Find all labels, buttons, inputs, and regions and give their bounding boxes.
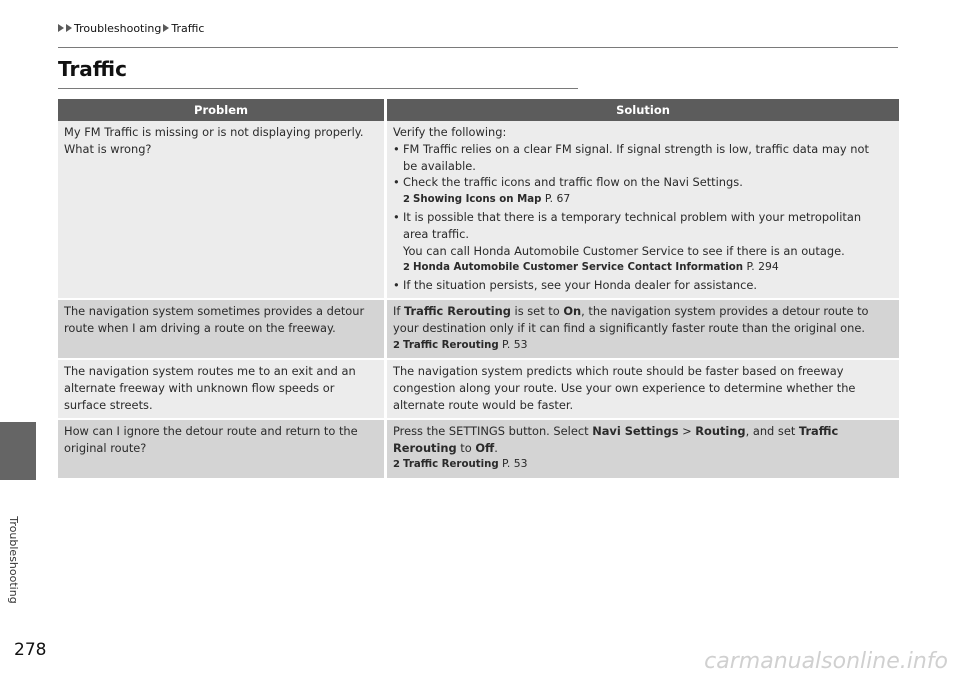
solution-text-part: to bbox=[456, 440, 476, 455]
reference-label: Showing Icons on Map bbox=[413, 194, 542, 206]
problem-text: The navigation system routes me to an exit and an bbox=[64, 364, 356, 379]
solution-cell bbox=[387, 298, 899, 358]
cross-reference-link[interactable] bbox=[393, 191, 893, 209]
reference-page: P. 53 bbox=[498, 457, 528, 471]
solution-text-part: If bbox=[393, 303, 404, 318]
solution-text bbox=[393, 303, 893, 320]
breadcrumb-arrow-icon bbox=[58, 24, 64, 32]
problem-text: My FM Traffic is missing or is not displaying properly. bbox=[64, 125, 364, 139]
section-tab bbox=[0, 422, 36, 480]
breadcrumb-separator-icon bbox=[163, 24, 169, 32]
reference-arrow-icon: 2 bbox=[393, 339, 400, 351]
bullet-continuation: area traffic. bbox=[403, 226, 470, 241]
reference-page: P. 53 bbox=[498, 337, 528, 351]
bullet-continuation: be available. bbox=[403, 158, 476, 173]
bullet-item: • Check the traffic icons and traffic flow on the Navi Settings. bbox=[393, 174, 893, 191]
bullet-continuation: You can call Honda Automobile Customer Service to see if there is an outage. bbox=[403, 243, 845, 258]
solution-text: your destination only if it can find a significantly faster route than the original one. bbox=[393, 320, 865, 335]
troubleshooting-table bbox=[58, 99, 899, 478]
reference-arrow-icon: 2 bbox=[403, 194, 410, 206]
breadcrumb-arrow-icon bbox=[66, 24, 72, 32]
solution-text bbox=[393, 440, 893, 457]
solution-text: The navigation system predicts which route should be faster based on freeway bbox=[393, 364, 844, 379]
reference-arrow-icon: 2 bbox=[403, 262, 410, 274]
solution-text: alternate route would be faster. bbox=[393, 397, 574, 412]
reference-label: Traffic Rerouting bbox=[403, 459, 499, 471]
menu-item-routing: Routing bbox=[695, 423, 746, 438]
reference-page: P. 294 bbox=[743, 260, 779, 274]
setting-name: Traffic Rerouting bbox=[404, 303, 511, 318]
solution-text: Verify the following: bbox=[393, 125, 507, 139]
breadcrumb bbox=[58, 22, 204, 35]
reference-label: Traffic Rerouting bbox=[403, 339, 499, 351]
problem-text: alternate freeway with unknown flow speeds or bbox=[64, 381, 335, 396]
breadcrumb-item-traffic[interactable]: Traffic bbox=[171, 22, 205, 35]
header-problem: Problem bbox=[58, 99, 387, 121]
problem-text: The navigation system sometimes provides a detour bbox=[64, 303, 365, 318]
cross-reference-link[interactable] bbox=[393, 456, 893, 474]
table-header-row bbox=[58, 99, 899, 121]
setting-value: Off bbox=[475, 440, 495, 455]
solution-text bbox=[393, 423, 893, 440]
solution-cell bbox=[387, 418, 899, 478]
watermark: carmanualsonline.info bbox=[704, 649, 948, 674]
breadcrumb-item-troubleshooting[interactable]: Troubleshooting bbox=[74, 22, 162, 35]
reference-label: Honda Automobile Customer Service Contact Information bbox=[413, 262, 744, 274]
problem-text: What is wrong? bbox=[64, 141, 152, 156]
solution-cell bbox=[387, 358, 899, 417]
problem-text: original route? bbox=[64, 440, 147, 455]
page-number: 278 bbox=[14, 640, 47, 660]
setting-name: Traffic bbox=[798, 423, 839, 438]
solution-text-part: is set to bbox=[510, 303, 564, 318]
solution-text-part: , and set bbox=[745, 423, 799, 438]
bullet-item: • It is possible that there is a temporary technical problem with your metropolitan bbox=[393, 209, 893, 226]
table-row bbox=[58, 358, 899, 417]
solution-text-part: > bbox=[678, 423, 696, 438]
solution-cell bbox=[387, 121, 899, 298]
solution-text: congestion along your route. Use your own experience to determine whether the bbox=[393, 381, 856, 396]
solution-text-part: . bbox=[494, 440, 498, 455]
setting-value: On bbox=[563, 303, 582, 318]
problem-cell bbox=[58, 418, 387, 478]
table-row bbox=[58, 298, 899, 358]
solution-text-part: Press the SETTINGS button. Select bbox=[393, 423, 593, 438]
section-side-label: Troubleshooting bbox=[7, 516, 20, 604]
bullet-item: • FM Traffic relies on a clear FM signal. If signal strength is low, traffic data may not bbox=[393, 141, 893, 158]
cross-reference-link[interactable] bbox=[393, 337, 893, 355]
reference-arrow-icon: 2 bbox=[393, 459, 400, 471]
problem-text: surface streets. bbox=[64, 397, 153, 412]
page-title: Traffic bbox=[58, 57, 127, 81]
title-divider bbox=[58, 88, 578, 89]
problem-cell bbox=[58, 298, 387, 358]
solution-text-part: , the navigation system provides a detour route to bbox=[581, 303, 869, 318]
header-divider bbox=[58, 47, 898, 48]
table-row bbox=[58, 418, 899, 478]
cross-reference-link[interactable] bbox=[393, 259, 893, 277]
setting-name: Rerouting bbox=[393, 440, 457, 455]
problem-cell bbox=[58, 121, 387, 298]
problem-text: How can I ignore the detour route and return to the bbox=[64, 423, 358, 438]
menu-item-navi-settings: Navi Settings bbox=[592, 423, 679, 438]
problem-text: route when I am driving a route on the freeway. bbox=[64, 320, 336, 335]
bullet-item: • If the situation persists, see your Honda dealer for assistance. bbox=[393, 277, 893, 294]
table-row bbox=[58, 121, 899, 298]
problem-cell bbox=[58, 358, 387, 417]
reference-page: P. 67 bbox=[541, 192, 571, 206]
header-solution: Solution bbox=[387, 99, 899, 121]
